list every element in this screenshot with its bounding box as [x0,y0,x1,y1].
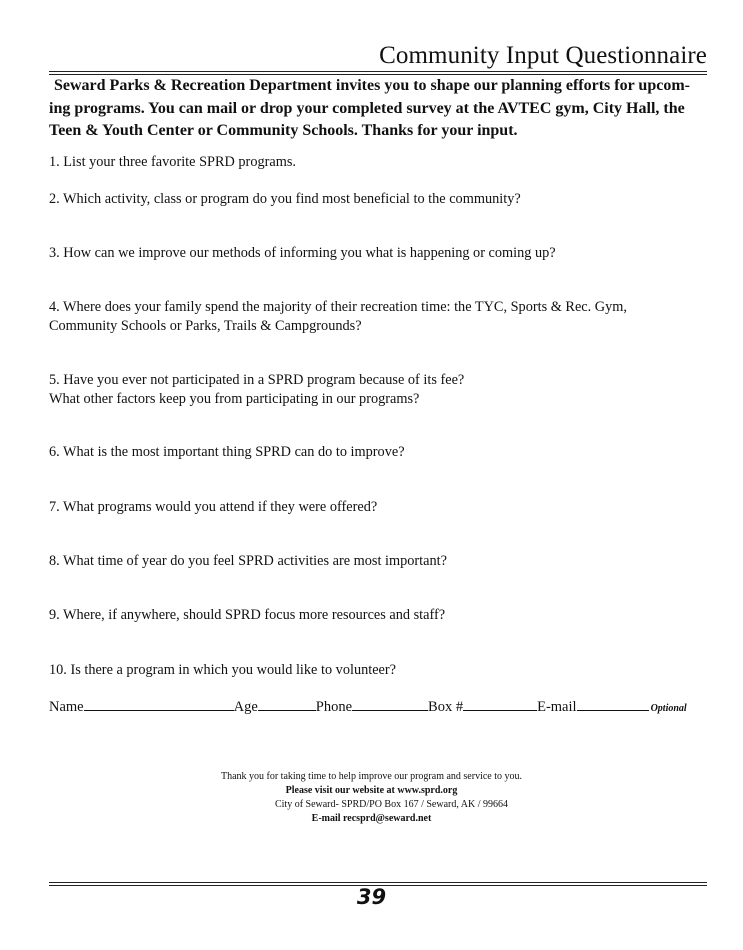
question-text: 5. Have you ever not participated in a SPRD program because of its fee? [49,372,465,388]
question-text: 1. List your three favorite SPRD programs. [49,154,296,170]
email-field[interactable] [537,698,648,716]
intro-line: ing programs. You can mail or drop your completed survey at the AVTEC gym, City Hall, the [49,99,685,117]
footer-website: Please visit our website at www.sprd.org [285,785,458,796]
age-field[interactable] [234,698,316,716]
optional-note: Optional [650,703,687,714]
intro-line: Teen & Youth Center or Community Schools. Thanks for your input. [49,122,518,139]
question-4 [49,298,709,335]
bottom-rule [49,882,707,883]
question-text: 9. Where, if anywhere, should SPRD focus more resources and staff? [49,607,446,623]
question-text: What other factors keep you from participating in our programs? [49,390,420,407]
phone-label: Phone [315,699,353,715]
question-5 [49,371,709,408]
question-text: 2. Which activity, class or program do you find most beneficial to the community? [49,191,521,207]
question-9 [49,606,709,625]
question-6 [49,443,709,462]
question-10 [49,661,709,680]
phone-field[interactable] [316,698,428,716]
question-text: 3. How can we improve our methods of informing you what is happening or coming up? [49,245,556,261]
intro-line: Seward Parks & Recreation Department invites you to shape our planning efforts for upcom- [54,77,690,94]
page-title: Community Input Questionnaire [379,42,707,69]
name-blank[interactable] [84,698,234,711]
question-7 [49,498,709,517]
question-8 [49,552,709,571]
question-1 [49,153,709,172]
box-blank[interactable] [463,698,537,711]
question-text: 7. What programs would you attend if they were offered? [49,499,378,515]
phone-blank[interactable] [352,698,428,711]
box-field[interactable] [428,698,537,716]
age-label: Age [233,699,258,715]
question-text: 4. Where does your family spend the majority of their recreation time: the TYC, Sports & Rec. Gym, [49,299,627,315]
page-number: 39 [356,885,387,909]
email-blank[interactable] [577,698,649,711]
question-text: 6. What is the most important thing SPRD can do to improve? [49,444,405,460]
footer-thanks: Thank you for taking time to help improve our program and service to you. [220,771,523,782]
question-text: Community Schools or Parks, Trails & Campgrounds? [49,317,362,334]
box-label: Box # [428,699,464,715]
age-blank[interactable] [258,698,316,711]
name-label: Name [49,699,84,715]
footer-address: City of Seward- SPRD/PO Box 167 / Seward, AK / 99664 [274,799,509,810]
footer-email: E-mail recsprd@seward.net [311,813,432,824]
name-field[interactable] [49,698,234,716]
question-3 [49,244,709,263]
footer-info [0,770,743,826]
email-label: E-mail [537,699,577,715]
question-text: 8. What time of year do you feel SPRD activities are most important? [49,553,447,569]
question-text: 10. Is there a program in which you would like to volunteer? [49,662,397,678]
intro-paragraph [49,75,709,143]
top-rule [49,71,707,72]
contact-fields-row [49,698,709,716]
question-2 [49,190,709,209]
